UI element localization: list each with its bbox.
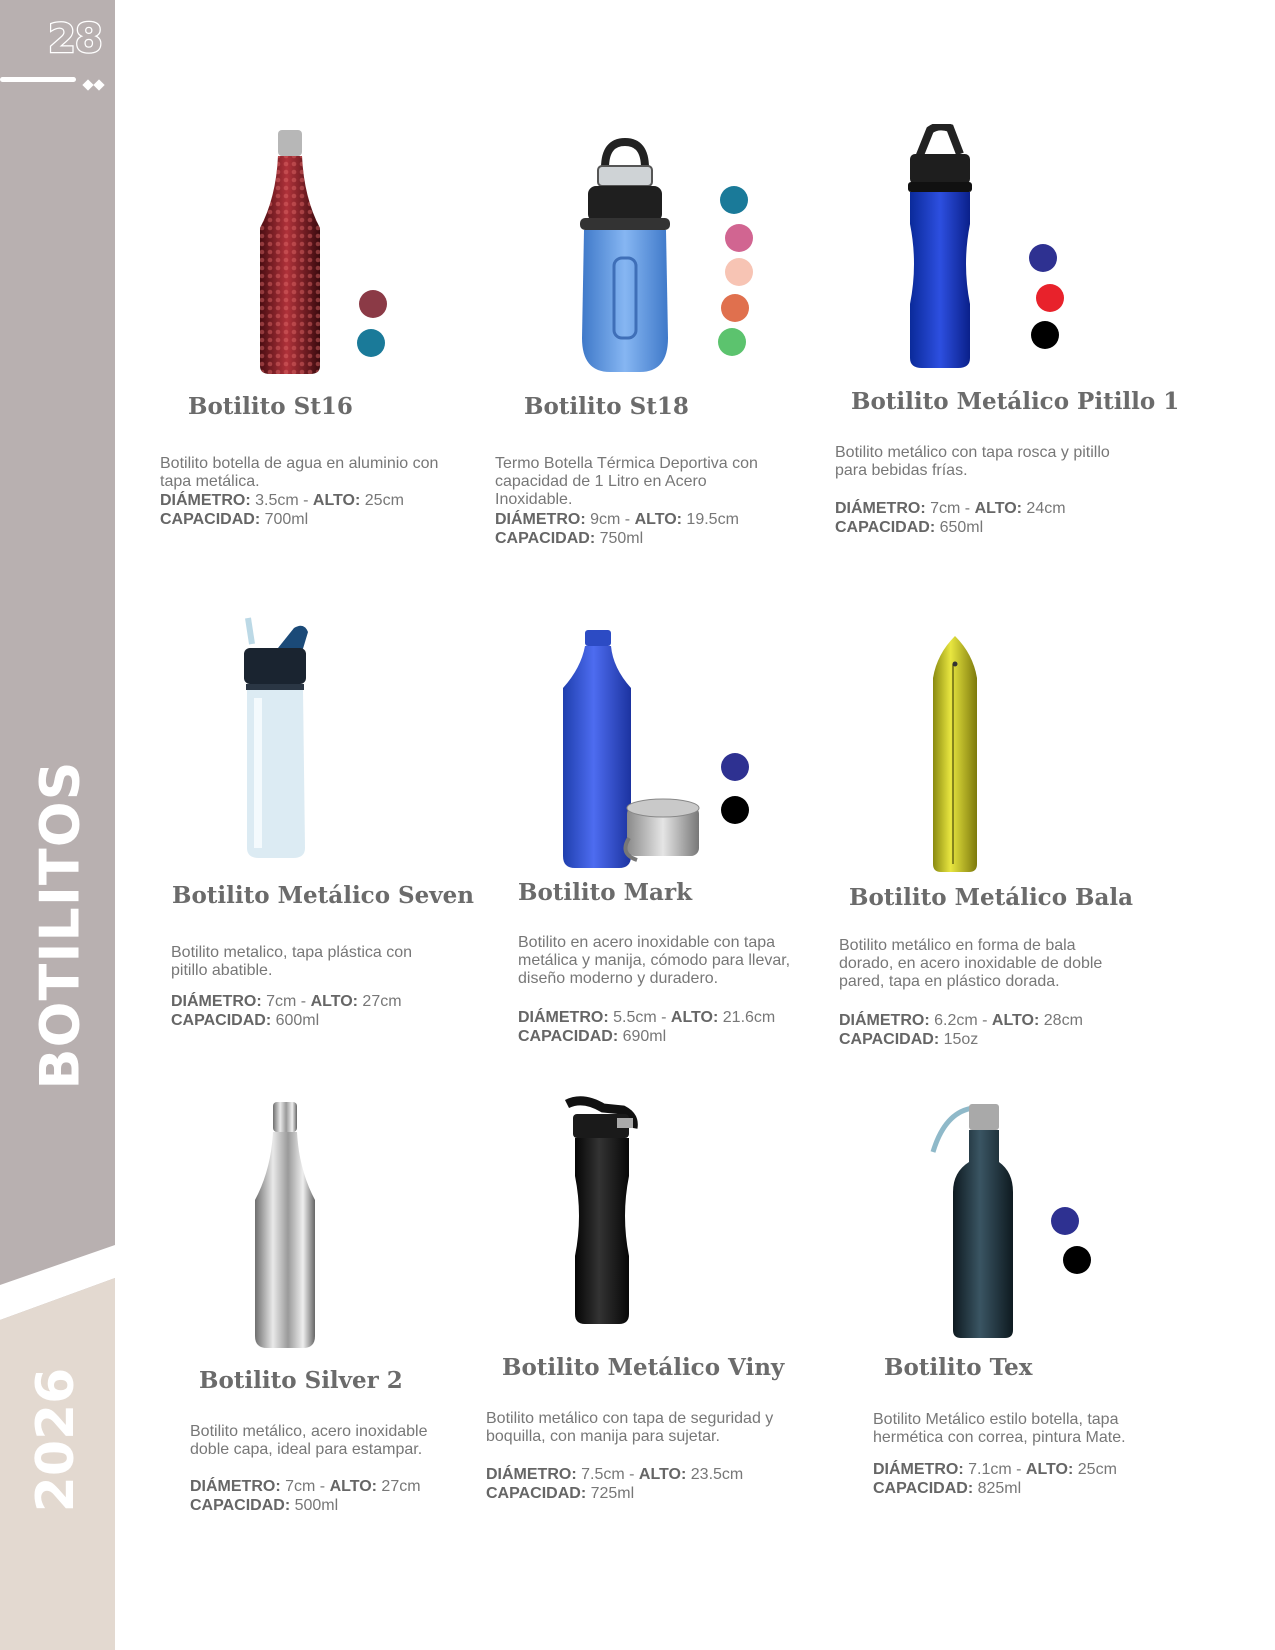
year-label: 2026	[26, 1367, 86, 1513]
color-swatch-black[interactable]	[1063, 1246, 1091, 1274]
product-name: Botilito St16	[188, 393, 353, 420]
product-name: Botilito Metálico Bala	[849, 884, 1134, 911]
color-swatch-navy[interactable]	[1029, 244, 1057, 272]
bottle-viny-image	[563, 1096, 653, 1328]
product-dimensions: DIÁMETRO: 7.5cm - ALTO: 23.5cm	[486, 1466, 744, 1483]
product-name: Botilito Metálico Viny	[502, 1354, 785, 1381]
product-capacity: CAPACIDAD: 650ml	[835, 519, 984, 536]
color-swatch-black[interactable]	[1031, 321, 1059, 349]
product-dimensions: DIÁMETRO: 7cm - ALTO: 27cm	[171, 993, 402, 1010]
color-swatch-red[interactable]	[1036, 284, 1064, 312]
product-description: Botilito metálico en forma de bala dorado, en acero inoxidable de doble pared, tapa en plástico dorada.	[839, 937, 1103, 990]
page-rule	[0, 77, 76, 82]
product-description: Botilito metálico con tapa de seguridad y boquilla, con manija para sujetar.	[486, 1410, 774, 1445]
color-swatch-navy[interactable]	[1051, 1207, 1079, 1235]
product-capacity: CAPACIDAD: 825ml	[873, 1480, 1022, 1497]
product-capacity: CAPACIDAD: 725ml	[486, 1485, 635, 1502]
product-dimensions: DIÁMETRO: 5.5cm - ALTO: 21.6cm	[518, 1009, 776, 1026]
product-description: Termo Botella Térmica Deportiva con capacidad de 1 Litro en Acero Inoxidable.	[495, 455, 758, 508]
color-swatch-pink[interactable]	[725, 224, 753, 252]
bottle-tex-image	[925, 1102, 1035, 1340]
product-name: Botilito Silver 2	[199, 1367, 403, 1394]
color-swatch-wine[interactable]	[359, 290, 387, 318]
product-dimensions: DIÁMETRO: 6.2cm - ALTO: 28cm	[839, 1012, 1083, 1029]
product-description: Botilito Metálico estilo botella, tapa hermética con correa, pintura Mate.	[873, 1411, 1126, 1446]
color-swatch-teal[interactable]	[720, 186, 748, 214]
bottle-bala-image	[925, 634, 985, 874]
product-name: Botilito Metálico Pitillo 1	[851, 388, 1180, 415]
color-swatch-orange[interactable]	[721, 294, 749, 322]
bottle-pitillo-1-image	[900, 124, 980, 374]
bottle-st16-image	[250, 128, 330, 378]
color-swatch-navy[interactable]	[721, 753, 749, 781]
color-swatch-teal[interactable]	[357, 329, 385, 357]
bottle-seven-image	[238, 608, 318, 863]
bottle-st18-image	[570, 138, 680, 378]
product-description: Botilito botella de agua en aluminio con tapa metálica.	[160, 455, 439, 490]
product-dimensions: DIÁMETRO: 7cm - ALTO: 27cm	[190, 1478, 421, 1495]
product-capacity: CAPACIDAD: 690ml	[518, 1028, 667, 1045]
product-dimensions: DIÁMETRO: 7cm - ALTO: 24cm	[835, 500, 1066, 517]
product-description: Botilito metálico, acero inoxidable doble capa, ideal para estampar.	[190, 1423, 428, 1458]
decorative-dots	[84, 76, 106, 94]
product-capacity: CAPACIDAD: 15oz	[839, 1031, 979, 1048]
product-dimensions: DIÁMETRO: 7.1cm - ALTO: 25cm	[873, 1461, 1117, 1478]
page-number: 28	[48, 16, 102, 62]
product-name: Botilito Metálico Seven	[172, 882, 474, 909]
product-capacity: CAPACIDAD: 500ml	[190, 1497, 339, 1514]
bottle-mark-image	[555, 628, 715, 873]
bottle-silver-2-image	[245, 1100, 325, 1352]
product-dimensions: DIÁMETRO: 9cm - ALTO: 19.5cm	[495, 511, 739, 528]
color-swatch-peach[interactable]	[725, 258, 753, 286]
product-description: Botilito metálico con tapa rosca y pitillo para bebidas frías.	[835, 444, 1110, 479]
color-swatch-green[interactable]	[718, 328, 746, 356]
product-name: Botilito St18	[524, 393, 689, 420]
product-capacity: CAPACIDAD: 600ml	[171, 1012, 320, 1029]
product-name: Botilito Tex	[884, 1354, 1033, 1381]
color-swatch-black[interactable]	[721, 796, 749, 824]
product-description: Botilito metalico, tapa plástica con pitillo abatible.	[171, 944, 413, 979]
product-description: Botilito en acero inoxidable con tapa metálica y manija, cómodo para llevar, diseño moderno y duradero.	[518, 934, 791, 987]
product-capacity: CAPACIDAD: 700ml	[160, 511, 309, 528]
product-capacity: CAPACIDAD: 750ml	[495, 530, 644, 547]
product-dimensions: DIÁMETRO: 3.5cm - ALTO: 25cm	[160, 492, 404, 509]
product-name: Botilito Mark	[518, 879, 693, 906]
section-title: BOTILITOS	[28, 760, 92, 1090]
